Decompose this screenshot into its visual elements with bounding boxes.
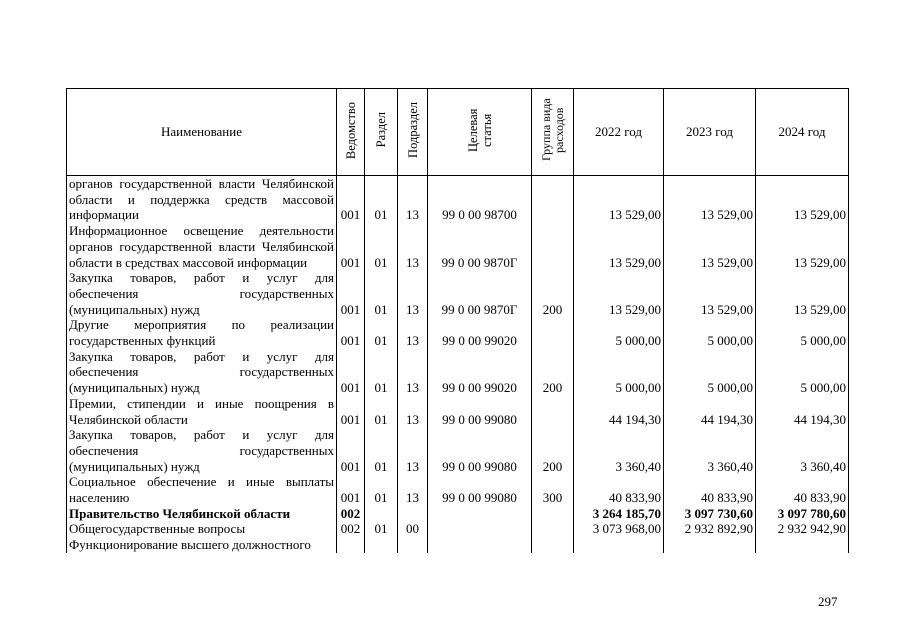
cell-2022: 5 000,00 — [574, 317, 664, 348]
cell-2022: 40 833,90 — [574, 474, 664, 505]
header-2023: 2023 год — [664, 89, 756, 176]
budget-table — [66, 88, 849, 553]
cell-subsection — [398, 537, 428, 553]
cell-target-item: 99 0 00 99020 — [428, 349, 532, 396]
cell-2022: 13 529,00 — [574, 223, 664, 270]
cell-2022: 13 529,00 — [574, 176, 664, 224]
cell-department: 001 — [337, 427, 365, 474]
cell-2023: 13 529,00 — [664, 223, 756, 270]
cell-target-item: 99 0 00 9870Г — [428, 270, 532, 317]
cell-2022: 5 000,00 — [574, 349, 664, 396]
cell-2023: 40 833,90 — [664, 474, 756, 505]
cell-2023: 3 097 730,60 — [664, 506, 756, 522]
cell-subsection: 13 — [398, 427, 428, 474]
cell-2022: 3 360,40 — [574, 427, 664, 474]
header-2022: 2022 год — [574, 89, 664, 176]
cell-name: Социальное обеспечение и иные выплаты населению — [67, 474, 337, 505]
cell-expense-group — [532, 537, 574, 553]
cell-2023 — [664, 537, 756, 553]
table-row — [67, 317, 849, 348]
cell-target-item — [428, 537, 532, 553]
cell-2022: 3 264 185,70 — [574, 506, 664, 522]
cell-2022: 44 194,30 — [574, 396, 664, 427]
cell-section: 01 — [365, 396, 398, 427]
cell-target-item: 99 0 00 99020 — [428, 317, 532, 348]
cell-name: Закупка товаров, работ и услуг для обеспечения государственных (муниципальных) нужд — [67, 349, 337, 396]
table-row — [67, 506, 849, 522]
cell-subsection: 13 — [398, 317, 428, 348]
cell-name: Закупка товаров, работ и услуг для обеспечения государственных (муниципальных) нужд — [67, 427, 337, 474]
cell-2023: 3 360,40 — [664, 427, 756, 474]
cell-subsection: 00 — [398, 521, 428, 537]
cell-2024: 13 529,00 — [756, 270, 849, 317]
cell-2024: 40 833,90 — [756, 474, 849, 505]
cell-2023: 13 529,00 — [664, 176, 756, 224]
cell-department: 001 — [337, 396, 365, 427]
cell-expense-group: 300 — [532, 474, 574, 505]
table-row — [67, 537, 849, 553]
cell-target-item — [428, 521, 532, 537]
cell-department: 001 — [337, 349, 365, 396]
cell-section: 01 — [365, 270, 398, 317]
table-row — [67, 521, 849, 537]
header-section: Раздел — [365, 89, 398, 176]
header-subsection: Подраздел — [398, 89, 428, 176]
cell-name: Закупка товаров, работ и услуг для обеспечения государственных (муниципальных) нужд — [67, 270, 337, 317]
header-target-item: Целевая статья — [428, 89, 532, 176]
header-2024: 2024 год — [756, 89, 849, 176]
table-row — [67, 396, 849, 427]
cell-target-item: 99 0 00 99080 — [428, 396, 532, 427]
cell-section: 01 — [365, 176, 398, 224]
header-expense-group: Группа вида расходов — [532, 89, 574, 176]
cell-2022: 3 073 968,00 — [574, 521, 664, 537]
cell-2023: 44 194,30 — [664, 396, 756, 427]
cell-2024: 3 097 780,60 — [756, 506, 849, 522]
cell-section: 01 — [365, 521, 398, 537]
cell-name: Другие мероприятия по реализации государственных функций — [67, 317, 337, 348]
cell-expense-group: 200 — [532, 427, 574, 474]
cell-2022 — [574, 537, 664, 553]
table-row — [67, 176, 849, 224]
cell-subsection: 13 — [398, 474, 428, 505]
cell-expense-group — [532, 317, 574, 348]
page-number: 297 — [818, 594, 838, 609]
cell-target-item: 99 0 00 99080 — [428, 427, 532, 474]
cell-name: Общегосударственные вопросы — [67, 521, 337, 537]
cell-section: 01 — [365, 223, 398, 270]
cell-expense-group: 200 — [532, 349, 574, 396]
cell-department: 002 — [337, 521, 365, 537]
cell-target-item: 99 0 00 99080 — [428, 474, 532, 505]
cell-subsection: 13 — [398, 349, 428, 396]
cell-section — [365, 537, 398, 553]
cell-department: 001 — [337, 474, 365, 505]
cell-2024: 13 529,00 — [756, 176, 849, 224]
cell-2022: 13 529,00 — [574, 270, 664, 317]
cell-section: 01 — [365, 427, 398, 474]
cell-2023: 5 000,00 — [664, 317, 756, 348]
cell-department — [337, 537, 365, 553]
cell-2023: 2 932 892,90 — [664, 521, 756, 537]
cell-2023: 13 529,00 — [664, 270, 756, 317]
table-row — [67, 427, 849, 474]
cell-2024: 3 360,40 — [756, 427, 849, 474]
cell-2023: 5 000,00 — [664, 349, 756, 396]
cell-2024 — [756, 537, 849, 553]
cell-2024: 5 000,00 — [756, 349, 849, 396]
cell-expense-group — [532, 396, 574, 427]
cell-subsection: 13 — [398, 176, 428, 224]
table-row — [67, 474, 849, 505]
cell-expense-group — [532, 223, 574, 270]
cell-name: Информационное освещение деятельности органов государственной власти Челябинской области в средствах массовой информации — [67, 223, 337, 270]
cell-expense-group — [532, 176, 574, 224]
cell-section: 01 — [365, 317, 398, 348]
table-body — [67, 176, 849, 553]
table-row — [67, 223, 849, 270]
header-name: Наименование — [67, 89, 337, 176]
cell-2024: 13 529,00 — [756, 223, 849, 270]
cell-section: 01 — [365, 474, 398, 505]
cell-subsection: 13 — [398, 396, 428, 427]
cell-department: 001 — [337, 317, 365, 348]
table-row — [67, 270, 849, 317]
cell-section: 01 — [365, 349, 398, 396]
cell-department: 001 — [337, 270, 365, 317]
table-header-row — [67, 89, 849, 176]
table-row — [67, 349, 849, 396]
cell-expense-group — [532, 506, 574, 522]
cell-target-item: 99 0 00 98700 — [428, 176, 532, 224]
cell-subsection: 13 — [398, 270, 428, 317]
cell-name: Функционирование высшего должностного — [67, 537, 337, 553]
cell-2024: 44 194,30 — [756, 396, 849, 427]
cell-2024: 2 932 942,90 — [756, 521, 849, 537]
cell-department: 001 — [337, 223, 365, 270]
header-department: Ведомство — [337, 89, 365, 176]
cell-department: 002 — [337, 506, 365, 522]
cell-target-item — [428, 506, 532, 522]
cell-name: Премии, стипендии и иные поощрения в Челябинской области — [67, 396, 337, 427]
cell-expense-group: 200 — [532, 270, 574, 317]
cell-expense-group — [532, 521, 574, 537]
cell-section — [365, 506, 398, 522]
cell-department: 001 — [337, 176, 365, 224]
cell-subsection: 13 — [398, 223, 428, 270]
cell-subsection — [398, 506, 428, 522]
cell-target-item: 99 0 00 9870Г — [428, 223, 532, 270]
cell-2024: 5 000,00 — [756, 317, 849, 348]
cell-name: органов государственной власти Челябинской области и поддержка средств массовой информации — [67, 176, 337, 224]
cell-name: Правительство Челябинской области — [67, 506, 337, 522]
